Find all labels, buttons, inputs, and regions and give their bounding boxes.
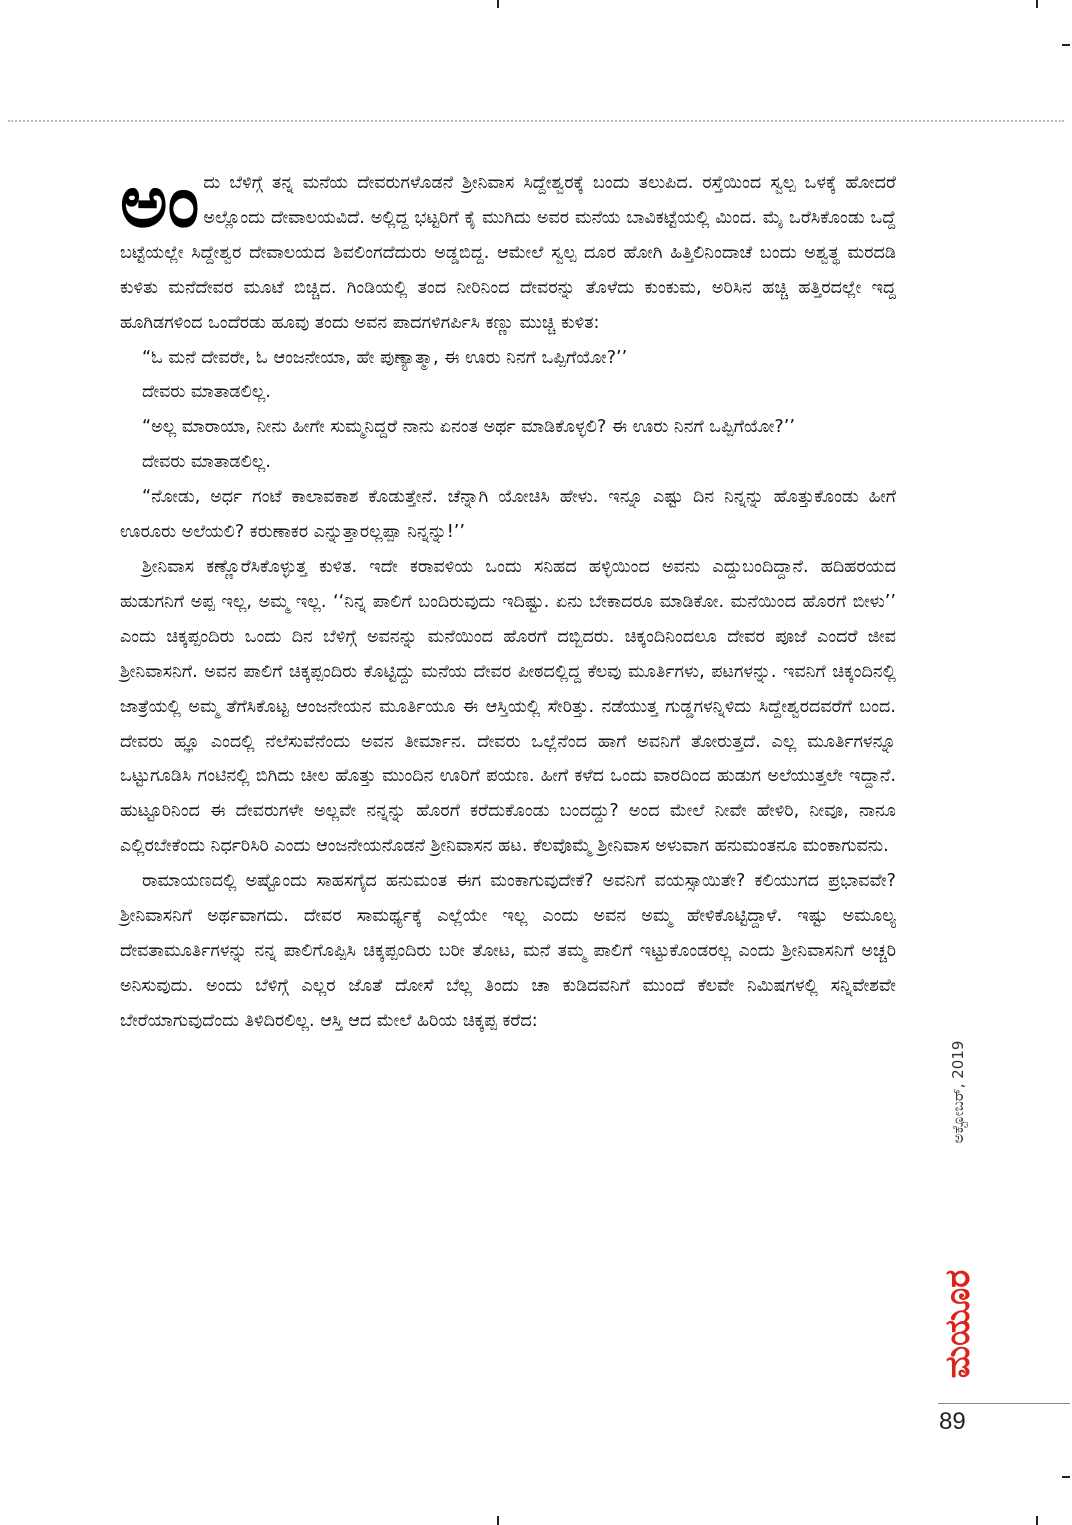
article-paragraph: ದೇವರು ಮಾತಾಡಲಿಲ್ಲ.: [142, 452, 271, 473]
article-paragraph: “ನೋಡು, ಅರ್ಧ ಗಂಟೆ ಕಾಲಾವಕಾಶ ಕೊಡುತ್ತೇನೆ. ಚೆನ್ನಾಗಿ ಯೋಚಿಸಿ ಹೇಳು. ಇನ್ನೂ ಎಷ್ಟು ದಿನ ನಿನ್ನನ್ನು ಹೊತ್ತುಕೊಂಡು ಹೀಗೆ ಊರೂರು ಅಲೆಯಲಿ? ಕರುಣಾಕರ ಎನ್ನುತ್ತಾರಲ್ಲಪ್ಪಾ ನಿನ್ನನ್ನು!’’: [120, 487, 896, 543]
crop-mark-top-right: [1036, 0, 1038, 8]
crop-mark-right-lower: [1062, 1476, 1070, 1478]
article-paragraph: “ಅಲ್ಲ ಮಾರಾಯಾ, ನೀನು ಹೀಗೇ ಸುಮ್ಮನಿದ್ದರೆ ನಾನು ಏನಂತ ಅರ್ಥ ಮಾಡಿಕೊಳ್ಳಲಿ? ಈ ಊರು ನಿನಗೆ ಒಪ್ಪಿಗೆಯೋ?’’: [142, 417, 795, 438]
crop-mark-bottom-left: [497, 1516, 499, 1525]
crop-mark-top-left: [497, 0, 499, 8]
page-number: 89: [939, 1408, 966, 1435]
article-paragraph: ದೇವರು ಮಾತಾಡಲಿಲ್ಲ.: [142, 382, 271, 403]
article-paragraph: ಶ್ರೀನಿವಾಸ ಕಣ್ಣೊರೆಸಿಕೊಳ್ಳುತ್ತ ಕುಳಿತ. ಇದೇ ಕರಾವಳಿಯ ಒಂದು ಸನಿಹದ ಹಳ್ಳಿಯಿಂದ ಅವನು ಎದ್ದುಬಂದಿದ್ದಾನೆ. ಹದಿಹರಯದ ಹುಡುಗನಿಗೆ ಅಪ್ಪ ಇಲ್ಲ, ಅಮ್ಮ ಇಲ್ಲ. ‘‘ನಿನ್ನ ಪಾಲಿಗೆ ಬಂದಿರುವುದು ಇದಿಷ್ಟು. ಏನು ಬೇಕಾದರೂ ಮಾಡಿಕೋ. ಮನೆಯಿಂದ ಹೊರಗೆ ಬೀಳು’’ ಎಂದು ಚಿಕ್ಕಪ್ಪಂದಿರು ಒಂದು ದಿನ ಬೆಳಿಗ್ಗೆ ಅವನನ್ನು ಮನೆಯಿಂದ ಹೊರಗೆ ದಬ್ಬಿದರು. ಚಿಕ್ಕಂದಿನಿಂದಲೂ ದೇವರ ಪೂಜೆ ಎಂದರೆ ಜೀವ ಶ್ರೀನಿವಾಸನಿಗೆ. ಅವನ ಪಾಲಿಗೆ ಚಿಕ್ಕಪ್ಪಂದಿರು ಕೊಟ್ಟಿದ್ದು ಮನೆಯ ದೇವರ ಪೀಠದಲ್ಲಿದ್ದ ಕೆಲವು ಮೂರ್ತಿಗಳು, ಪಟಗಳನ್ನು. ಇವನಿಗೆ ಚಿಕ್ಕಂದಿನಲ್ಲಿ ಜಾತ್ರೆಯಲ್ಲಿ ಅಮ್ಮ ತೆಗೆಸಿಕೊಟ್ಟ ಆಂಜನೇಯನ ಮೂರ್ತಿಯೂ ಈ ಆಸ್ತಿಯಲ್ಲಿ ಸೇರಿತ್ತು. ನಡೆಯುತ್ತ ಗುಡ್ಡಗಳನ್ನಿಳಿದು ಸಿದ್ದೇಶ್ವರದವರೆಗೆ ಬಂದ. ದೇವರು ಹ್ಞೂ ಎಂದಲ್ಲಿ ನೆಲೆಸುವೆನೆಂದು ಅವನ ತೀರ್ಮಾನ. ದೇವರು ಒಲ್ಲೆನೆಂದ ಹಾಗೆ ಅವನಿಗೆ ತೋರುತ್ತದೆ. ಎಲ್ಲ ಮೂರ್ತಿಗಳನ್ನೂ ಒಟ್ಟುಗೂಡಿಸಿ ಗಂಟಿನಲ್ಲಿ ಬಿಗಿದು ಚೀಲ ಹೊತ್ತು ಮುಂದಿನ ಊರಿಗೆ ಪಯಣ. ಹೀಗೆ ಕಳೆದ ಒಂದು ವಾರದಿಂದ ಹುಡುಗ ಅಲೆಯುತ್ತಲೇ ಇದ್ದಾನೆ. ಹುಟ್ಟೂರಿನಿಂದ ಈ ದೇವರುಗಳೇ ಅಲ್ಲವೇ ನನ್ನನ್ನು ಹೊರಗೆ ಕರೆದುಕೊಂಡು ಬಂದದ್ದು? ಅಂದ ಮೇಲೆ ನೀವೇ ಹೇಳಿರಿ, ನೀವೂ, ನಾನೂ ಎಲ್ಲಿರಬೇಕೆಂದು ನಿರ್ಧರಿಸಿರಿ ಎಂದು ಆಂಜನೇಯನೊಡನೆ ಶ್ರೀನಿವಾಸನ ಹಟ. ಕೆಲವೊಮ್ಮೆ ಶ್ರೀನಿವಾಸ ಅಳುವಾಗ ಹನುಮಂತನೂ ಮಂಕಾಗುವನು.: [120, 556, 896, 857]
article-paragraph: [120, 159, 896, 341]
crop-mark-bottom-right: [1036, 1516, 1038, 1525]
drop-cap: ಅಂ: [120, 159, 200, 243]
footer-rule: [938, 1403, 1070, 1404]
crop-mark-right-upper: [1062, 44, 1070, 46]
header-dotted-rule: [8, 120, 1064, 122]
article-paragraph: “ಓ ಮನೆ ದೇವರೇ, ಓ ಆಂಜನೇಯಾ, ಹೇ ಪುಣ್ಯಾತ್ಮಾ, ಈ ಊರು ನಿನಗೆ ಒಪ್ಪಿಗೆಯೋ?’’: [142, 347, 628, 368]
article-body: [120, 159, 896, 1039]
issue-date: ಅಕ್ಟೋಬರ್, 2019: [949, 1040, 967, 1144]
magazine-logo: ಮಯೂರ: [938, 1269, 978, 1379]
paragraph-text: ದು ಬೆಳಿಗ್ಗೆ ತನ್ನ ಮನೆಯ ದೇವರುಗಳೊಡನೆ ಶ್ರೀನಿವಾಸ ಸಿದ್ದೇಶ್ವರಕ್ಕೆ ಬಂದು ತಲುಪಿದ. ರಸ್ತೆಯಿಂದ ಸ್ವಲ್ಪ ಒಳಕ್ಕೆ ಹೋದರೆ ಅಲ್ಲೊಂದು ದೇವಾಲಯವಿದೆ. ಅಲ್ಲಿದ್ದ ಭಟ್ಟರಿಗೆ ಕೈ ಮುಗಿದು ಅವರ ಮನೆಯ ಬಾವಿಕಟ್ಟೆಯಲ್ಲಿ ಮಿಂದ. ಮೈ ಒರೆಸಿಕೊಂಡು ಒದ್ದೆ ಬಟ್ಟೆಯಲ್ಲೇ ಸಿದ್ದೇಶ್ವರ ದೇವಾಲಯದ ಶಿವಲಿಂಗದೆದುರು ಅಡ್ಡಬಿದ್ದ. ಆಮೇಲೆ ಸ್ವಲ್ಪ ದೂರ ಹೋಗಿ ಹಿತ್ತಿಲಿನಿಂದಾಚೆ ಬಂದು ಅಶ್ವತ್ಥ ಮರದಡಿ ಕುಳಿತು ಮನೆದೇವರ ಮೂಟೆ ಬಿಚ್ಚಿದ. ಗಿಂಡಿಯಲ್ಲಿ ತಂದ ನೀರಿನಿಂದ ದೇವರನ್ನು ತೊಳೆದು ಕುಂಕುಮ, ಅರಿಸಿನ ಹಚ್ಚಿ ಹತ್ತಿರದಲ್ಲೇ ಇದ್ದ ಹೂಗಿಡಗಳಿಂದ ಒಂದೆರಡು ಹೂವು ತಂದು ಅವನ ಪಾದಗಳಿಗರ್ಪಿಸಿ ಕಣ್ಣು ಮುಚ್ಚಿ ಕುಳಿತ:: [120, 173, 896, 333]
article-paragraph: ರಾಮಾಯಣದಲ್ಲಿ ಅಷ್ಟೊಂದು ಸಾಹಸಗೈದ ಹನುಮಂತ ಈಗ ಮಂಕಾಗುವುದೇಕೆ? ಅವನಿಗೆ ವಯಸ್ಸಾಯಿತೇ? ಕಲಿಯುಗದ ಪ್ರಭಾವವೇ? ಶ್ರೀನಿವಾಸನಿಗೆ ಅರ್ಥವಾಗದು. ದೇವರ ಸಾಮರ್ಥ್ಯಕ್ಕೆ ಎಲ್ಲೆಯೇ ಇಲ್ಲ ಎಂದು ಅವನ ಅಮ್ಮ ಹೇಳಿಕೊಟ್ಟಿದ್ದಾಳೆ. ಇಷ್ಟು ಅಮೂಲ್ಯ ದೇವತಾಮೂರ್ತಿಗಳನ್ನು ನನ್ನ ಪಾಲಿಗೊಪ್ಪಿಸಿ ಚಿಕ್ಕಪ್ಪಂದಿರು ಬರೀ ತೋಟ, ಮನೆ ತಮ್ಮ ಪಾಲಿಗೆ ಇಟ್ಟುಕೊಂಡರಲ್ಲ ಎಂದು ಶ್ರೀನಿವಾಸನಿಗೆ ಅಚ್ಚರಿ ಅನಿಸುವುದು. ಅಂದು ಬೆಳಿಗ್ಗೆ ಎಲ್ಲರ ಜೊತೆ ದೋಸೆ ಬೆಲ್ಲ ತಿಂದು ಚಾ ಕುಡಿದವನಿಗೆ ಮುಂದೆ ಕೆಲವೇ ನಿಮಿಷಗಳಲ್ಲಿ ಸನ್ನಿವೇಶವೇ ಬೇರೆಯಾಗುವುದೆಂದು ತಿಳಿದಿರಲಿಲ್ಲ. ಆಸ್ತಿ ಆದ ಮೇಲೆ ಹಿರಿಯ ಚಿಕ್ಕಪ್ಪ ಕರೆದ:: [120, 871, 896, 1031]
